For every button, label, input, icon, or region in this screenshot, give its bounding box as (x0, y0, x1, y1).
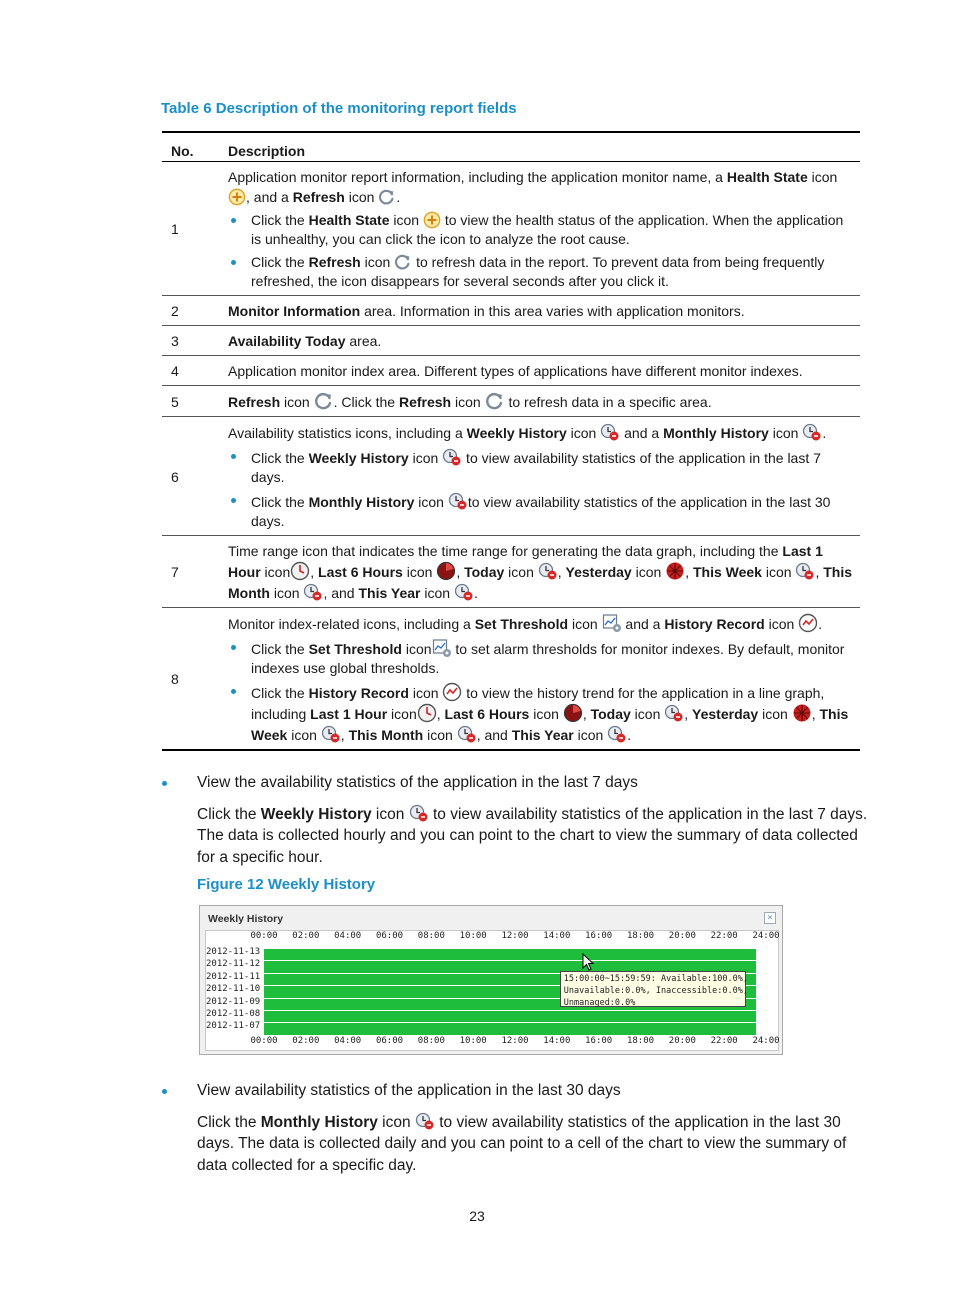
row-number: 6 (162, 417, 219, 536)
monitoring-report-fields-table (162, 131, 860, 751)
table-row (162, 356, 860, 386)
figure-caption: Figure 12 Weekly History (197, 876, 376, 893)
refresh-icon (378, 188, 396, 206)
section-weekly (162, 772, 872, 868)
row-number: 4 (162, 356, 219, 386)
x-tick-label-bottom: 16:00 (585, 1036, 613, 1046)
table-row (162, 608, 860, 751)
table-row (162, 536, 860, 608)
x-tick-label-top: 14:00 (543, 931, 571, 941)
availability-bar[interactable] (264, 1023, 756, 1034)
x-tick-label-bottom: 10:00 (459, 1036, 487, 1046)
x-tick-label-bottom: 14:00 (543, 1036, 571, 1046)
section-monthly (162, 1080, 872, 1176)
header-description: Description (219, 132, 860, 162)
last-1-hour-icon (290, 561, 310, 581)
list-item: Click the Set Threshold icon to set alarm thresholds for monitor indexes. By default, monitor indexes use global thresholds. (228, 638, 852, 678)
today-icon (538, 561, 558, 581)
section-bullet: View availability statistics of the application in the last 30 days (197, 1082, 621, 1099)
y-category-label: 2012-11-11 (206, 971, 261, 982)
list-item: Click the Health State icon to view the health status of the application. When the application is unhealthy, you can click the icon to analyze the root cause. (228, 211, 852, 249)
row-description: Refresh icon . Click the Refresh icon to refresh data in a specific area. (219, 386, 860, 417)
section-bullet: View the availability statistics of the application in the last 7 days (197, 774, 638, 791)
x-tick-label-top: 12:00 (501, 931, 529, 941)
monthly-history-icon (415, 1111, 435, 1131)
x-tick-label-bottom: 12:00 (501, 1036, 529, 1046)
row-bullets (228, 447, 852, 531)
row-description: Availability Today area. (219, 326, 860, 356)
weekly-history-chart[interactable] (205, 930, 779, 1051)
mouse-pointer-icon (582, 953, 596, 973)
x-tick-label-top: 22:00 (710, 931, 738, 941)
availability-bar[interactable] (264, 949, 756, 960)
table-caption: Table 6 Description of the monitoring report fields (161, 100, 517, 117)
refresh-icon (314, 391, 334, 411)
row-number: 8 (162, 608, 219, 751)
row-intro: Availability statistics icons, including a Weekly History icon and a Monthly History icon . (228, 422, 852, 443)
x-tick-label-top: 00:00 (250, 931, 278, 941)
row-description (219, 417, 860, 536)
x-tick-label-top: 16:00 (585, 931, 613, 941)
list-item: Click the Monthly History icon to view availability statistics of the application in the last 30 days. (228, 491, 852, 531)
row-number: 3 (162, 326, 219, 356)
row-description: Monitor Information area. Information in this area varies with application monitors. (219, 296, 860, 326)
last-6-hours-icon (436, 561, 456, 581)
x-tick-label-top: 04:00 (334, 931, 362, 941)
y-category-label: 2012-11-08 (206, 1009, 261, 1019)
yesterday-icon (792, 703, 812, 723)
x-tick-label-bottom: 06:00 (375, 1036, 404, 1046)
this-year-icon (454, 582, 474, 602)
refresh-icon (485, 391, 505, 411)
x-tick-label-bottom: 08:00 (417, 1036, 445, 1046)
x-tick-label-top: 20:00 (668, 931, 696, 941)
row-description (219, 608, 860, 751)
x-tick-label-bottom: 02:00 (292, 1036, 320, 1046)
yesterday-icon (665, 561, 685, 581)
header-no: No. (162, 132, 219, 162)
row-number: 2 (162, 296, 219, 326)
this-week-icon (321, 724, 341, 744)
table-row (162, 326, 860, 356)
set-threshold-icon (432, 638, 452, 658)
y-category-label: 2012-11-09 (206, 996, 261, 1007)
y-category-label: 2012-11-12 (206, 959, 261, 970)
monthly-history-icon (448, 491, 468, 511)
x-tick-label-top: 02:00 (292, 931, 320, 941)
history-record-icon (798, 613, 818, 633)
row-bullets (228, 211, 852, 291)
row-bullets (228, 638, 852, 745)
table-row (162, 386, 860, 417)
weekly-history-icon (442, 447, 462, 467)
set-threshold-icon (602, 613, 622, 633)
this-month-icon (303, 582, 323, 602)
row-description: Time range icon that indicates the time range for generating the data graph, including the Last 1 Hour icon , Last 6 Hours icon , Today icon , Yesterday icon , This Week icon , This Month icon , and This Year icon . (219, 536, 860, 608)
last-6-hours-icon (563, 703, 583, 723)
y-category-label: 2012-11-13 (206, 947, 261, 957)
weekly-history-icon (600, 422, 620, 442)
row-number: 5 (162, 386, 219, 417)
list-item: Click the Refresh icon to refresh data in the report. To prevent data from being frequently refreshed, the icon disappears for several seconds after you click it. (228, 253, 852, 291)
close-icon[interactable]: × (764, 912, 776, 924)
x-tick-label-bottom: 24:00 (752, 1036, 780, 1046)
weekly-history-icon (409, 803, 429, 823)
panel-title: Weekly History (208, 913, 284, 925)
today-icon (664, 703, 684, 723)
y-category-label: 2012-11-07 (206, 1021, 261, 1032)
table-row (162, 417, 860, 536)
table-row (162, 162, 860, 296)
history-record-icon (442, 682, 462, 702)
last-1-hour-icon (417, 703, 437, 723)
x-tick-label-top: 24:00 (752, 931, 780, 941)
list-item: Click the History Record icon to view the history trend for the application in a line graph, including Last 1 Hour icon , Last 6 Hours icon , Today icon , Yesterday icon , This Week icon , This Month icon , and This Year icon . (228, 682, 852, 745)
x-tick-label-bottom: 04:00 (334, 1036, 362, 1046)
row-description (219, 162, 860, 296)
section-body: Click the Monthly History icon to view availability statistics of the application in the last 30 days. The data is collected daily and you can point to a cell of the chart to view the summary of data collected for a specific day. (197, 1111, 872, 1177)
page-number: 23 (469, 1208, 485, 1224)
monthly-history-icon (802, 422, 822, 442)
x-tick-label-bottom: 18:00 (626, 1036, 655, 1046)
row-intro: Application monitor report information, including the application monitor name, a Health State icon , and a Refresh icon . (228, 169, 838, 205)
x-tick-label-bottom: 22:00 (710, 1036, 738, 1046)
health-state-icon (423, 211, 441, 229)
this-month-icon (457, 724, 477, 744)
this-week-icon (795, 561, 815, 581)
row-number: 1 (162, 162, 219, 296)
y-category-label: 2012-11-10 (206, 984, 261, 995)
availability-bar[interactable] (264, 1011, 756, 1022)
row-description: Application monitor index area. Different types of applications have different monitor indexes. (219, 356, 860, 386)
table-row (162, 296, 860, 326)
x-tick-label-bottom: 20:00 (668, 1036, 696, 1046)
this-year-icon (607, 724, 627, 744)
row-number: 7 (162, 536, 219, 608)
refresh-icon (394, 253, 412, 271)
x-tick-label-top: 08:00 (417, 931, 445, 941)
row-intro: Monitor index-related icons, including a Set Threshold icon and a History Record icon . (228, 613, 852, 634)
table-header-row (162, 132, 860, 162)
x-tick-label-top: 06:00 (375, 931, 404, 941)
health-state-icon (228, 188, 246, 206)
x-tick-label-bottom: 00:00 (250, 1036, 278, 1046)
x-tick-label-top: 18:00 (626, 931, 655, 941)
x-tick-label-top: 10:00 (459, 931, 487, 941)
section-body: Click the Weekly History icon to view availability statistics of the application in the last 7 days. The data is collected hourly and you can point to the chart to view the summary of data collected for a specific hour. (197, 803, 872, 869)
list-item: Click the Weekly History icon to view availability statistics of the application in the last 7 days. (228, 447, 852, 487)
chart-tooltip: 15:00:00~15:59:59: Available:100.0%, Unavailable:0.0%, Inaccessible:0.0%, Unmanaged:0.0% (560, 971, 746, 1007)
weekly-history-panel (199, 905, 783, 1055)
